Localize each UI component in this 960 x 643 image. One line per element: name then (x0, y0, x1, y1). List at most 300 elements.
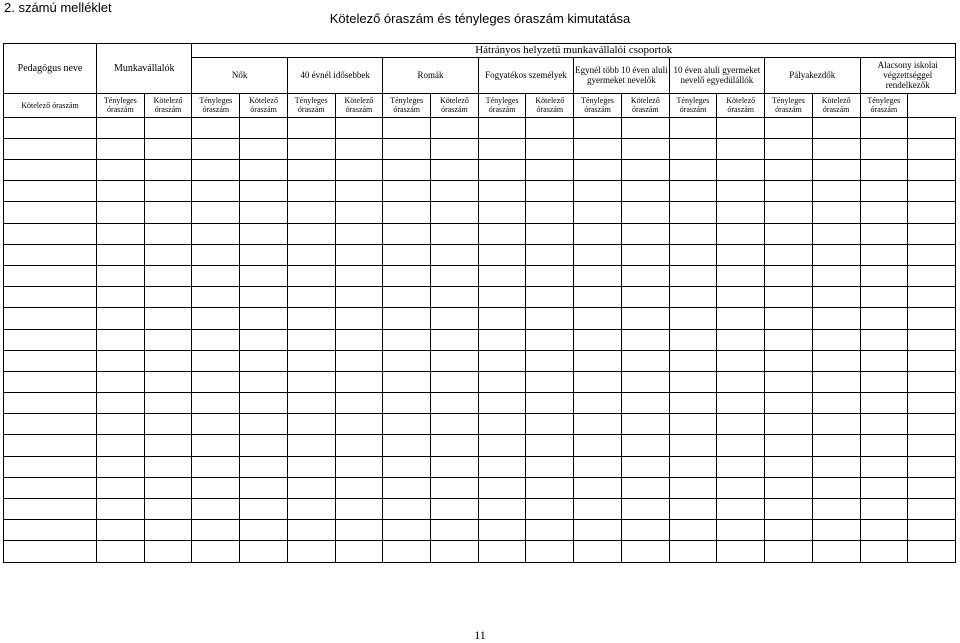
hours-cell[interactable] (908, 435, 956, 456)
hours-cell[interactable] (717, 202, 765, 223)
teacher-name-cell[interactable] (4, 117, 97, 138)
hours-cell[interactable] (526, 329, 574, 350)
hours-cell[interactable] (669, 244, 717, 265)
hours-cell[interactable] (621, 265, 669, 286)
hours-cell[interactable] (669, 477, 717, 498)
hours-cell[interactable] (812, 244, 860, 265)
hours-cell[interactable] (765, 287, 813, 308)
hours-cell[interactable] (669, 202, 717, 223)
hours-cell[interactable] (97, 499, 145, 520)
hours-cell[interactable] (192, 181, 240, 202)
hours-cell[interactable] (192, 350, 240, 371)
hours-cell[interactable] (526, 287, 574, 308)
hours-cell[interactable] (526, 414, 574, 435)
hours-cell[interactable] (717, 520, 765, 541)
hours-cell[interactable] (478, 160, 526, 181)
hours-cell[interactable] (765, 181, 813, 202)
hours-cell[interactable] (621, 520, 669, 541)
hours-cell[interactable] (192, 138, 240, 159)
hours-cell[interactable] (383, 117, 431, 138)
hours-cell[interactable] (765, 202, 813, 223)
hours-cell[interactable] (192, 329, 240, 350)
hours-cell[interactable] (812, 223, 860, 244)
hours-cell[interactable] (144, 265, 192, 286)
hours-cell[interactable] (860, 371, 908, 392)
hours-cell[interactable] (765, 393, 813, 414)
hours-cell[interactable] (383, 181, 431, 202)
hours-cell[interactable] (717, 160, 765, 181)
hours-cell[interactable] (431, 287, 479, 308)
hours-cell[interactable] (192, 456, 240, 477)
hours-cell[interactable] (765, 329, 813, 350)
hours-cell[interactable] (478, 202, 526, 223)
hours-cell[interactable] (144, 308, 192, 329)
hours-cell[interactable] (908, 371, 956, 392)
hours-cell[interactable] (717, 456, 765, 477)
hours-cell[interactable] (383, 520, 431, 541)
hours-cell[interactable] (908, 456, 956, 477)
hours-cell[interactable] (431, 350, 479, 371)
hours-cell[interactable] (621, 160, 669, 181)
hours-cell[interactable] (574, 329, 622, 350)
hours-cell[interactable] (478, 541, 526, 562)
hours-cell[interactable] (478, 244, 526, 265)
hours-cell[interactable] (860, 329, 908, 350)
hours-cell[interactable] (287, 223, 335, 244)
hours-cell[interactable] (908, 308, 956, 329)
hours-cell[interactable] (574, 456, 622, 477)
hours-cell[interactable] (240, 477, 288, 498)
hours-cell[interactable] (478, 456, 526, 477)
hours-cell[interactable] (383, 477, 431, 498)
hours-cell[interactable] (192, 520, 240, 541)
hours-cell[interactable] (287, 138, 335, 159)
hours-cell[interactable] (669, 520, 717, 541)
hours-cell[interactable] (287, 435, 335, 456)
hours-cell[interactable] (383, 160, 431, 181)
hours-cell[interactable] (97, 308, 145, 329)
hours-cell[interactable] (240, 456, 288, 477)
hours-cell[interactable] (383, 393, 431, 414)
hours-cell[interactable] (431, 435, 479, 456)
hours-cell[interactable] (287, 371, 335, 392)
hours-cell[interactable] (383, 308, 431, 329)
hours-cell[interactable] (144, 435, 192, 456)
hours-cell[interactable] (765, 456, 813, 477)
hours-cell[interactable] (144, 223, 192, 244)
hours-cell[interactable] (335, 160, 383, 181)
hours-cell[interactable] (97, 393, 145, 414)
hours-cell[interactable] (812, 393, 860, 414)
hours-cell[interactable] (383, 371, 431, 392)
hours-cell[interactable] (97, 181, 145, 202)
hours-cell[interactable] (574, 499, 622, 520)
hours-cell[interactable] (287, 456, 335, 477)
teacher-name-cell[interactable] (4, 350, 97, 371)
hours-cell[interactable] (240, 308, 288, 329)
hours-cell[interactable] (478, 223, 526, 244)
hours-cell[interactable] (812, 181, 860, 202)
hours-cell[interactable] (860, 393, 908, 414)
teacher-name-cell[interactable] (4, 541, 97, 562)
hours-cell[interactable] (860, 181, 908, 202)
hours-cell[interactable] (621, 435, 669, 456)
hours-cell[interactable] (287, 265, 335, 286)
hours-cell[interactable] (97, 520, 145, 541)
hours-cell[interactable] (574, 520, 622, 541)
hours-cell[interactable] (574, 265, 622, 286)
hours-cell[interactable] (717, 265, 765, 286)
hours-cell[interactable] (574, 414, 622, 435)
hours-cell[interactable] (383, 223, 431, 244)
teacher-name-cell[interactable] (4, 414, 97, 435)
hours-cell[interactable] (144, 287, 192, 308)
hours-cell[interactable] (717, 181, 765, 202)
hours-cell[interactable] (335, 371, 383, 392)
hours-cell[interactable] (383, 435, 431, 456)
hours-cell[interactable] (574, 541, 622, 562)
hours-cell[interactable] (526, 308, 574, 329)
hours-cell[interactable] (383, 414, 431, 435)
hours-cell[interactable] (812, 350, 860, 371)
hours-cell[interactable] (812, 117, 860, 138)
hours-cell[interactable] (192, 393, 240, 414)
hours-cell[interactable] (765, 520, 813, 541)
hours-cell[interactable] (765, 265, 813, 286)
hours-cell[interactable] (669, 160, 717, 181)
hours-cell[interactable] (860, 202, 908, 223)
hours-cell[interactable] (526, 223, 574, 244)
hours-cell[interactable] (335, 393, 383, 414)
hours-cell[interactable] (240, 329, 288, 350)
hours-cell[interactable] (908, 393, 956, 414)
hours-cell[interactable] (526, 202, 574, 223)
hours-cell[interactable] (335, 477, 383, 498)
teacher-name-cell[interactable] (4, 160, 97, 181)
hours-cell[interactable] (97, 350, 145, 371)
hours-cell[interactable] (335, 265, 383, 286)
hours-cell[interactable] (144, 371, 192, 392)
hours-cell[interactable] (383, 350, 431, 371)
hours-cell[interactable] (431, 520, 479, 541)
hours-cell[interactable] (240, 181, 288, 202)
hours-cell[interactable] (621, 414, 669, 435)
hours-cell[interactable] (908, 541, 956, 562)
hours-cell[interactable] (383, 265, 431, 286)
hours-cell[interactable] (192, 541, 240, 562)
hours-cell[interactable] (526, 265, 574, 286)
hours-cell[interactable] (192, 202, 240, 223)
hours-cell[interactable] (478, 329, 526, 350)
hours-cell[interactable] (287, 329, 335, 350)
hours-cell[interactable] (765, 223, 813, 244)
hours-cell[interactable] (97, 477, 145, 498)
hours-cell[interactable] (812, 160, 860, 181)
hours-cell[interactable] (383, 499, 431, 520)
hours-cell[interactable] (717, 435, 765, 456)
hours-cell[interactable] (908, 520, 956, 541)
hours-cell[interactable] (431, 499, 479, 520)
hours-cell[interactable] (765, 117, 813, 138)
hours-cell[interactable] (574, 435, 622, 456)
hours-cell[interactable] (860, 244, 908, 265)
hours-cell[interactable] (144, 350, 192, 371)
teacher-name-cell[interactable] (4, 223, 97, 244)
hours-cell[interactable] (621, 202, 669, 223)
hours-cell[interactable] (621, 223, 669, 244)
teacher-name-cell[interactable] (4, 499, 97, 520)
teacher-name-cell[interactable] (4, 244, 97, 265)
teacher-name-cell[interactable] (4, 308, 97, 329)
hours-cell[interactable] (431, 308, 479, 329)
hours-cell[interactable] (335, 435, 383, 456)
hours-cell[interactable] (526, 371, 574, 392)
teacher-name-cell[interactable] (4, 456, 97, 477)
hours-cell[interactable] (765, 350, 813, 371)
hours-cell[interactable] (192, 244, 240, 265)
hours-cell[interactable] (287, 117, 335, 138)
hours-cell[interactable] (240, 117, 288, 138)
hours-cell[interactable] (97, 287, 145, 308)
hours-cell[interactable] (526, 244, 574, 265)
hours-cell[interactable] (240, 520, 288, 541)
hours-cell[interactable] (431, 138, 479, 159)
hours-cell[interactable] (240, 393, 288, 414)
hours-cell[interactable] (526, 138, 574, 159)
hours-cell[interactable] (669, 265, 717, 286)
teacher-name-cell[interactable] (4, 477, 97, 498)
hours-cell[interactable] (860, 138, 908, 159)
hours-cell[interactable] (97, 371, 145, 392)
hours-cell[interactable] (97, 223, 145, 244)
hours-cell[interactable] (765, 435, 813, 456)
hours-cell[interactable] (97, 414, 145, 435)
hours-cell[interactable] (812, 287, 860, 308)
hours-cell[interactable] (526, 435, 574, 456)
hours-cell[interactable] (526, 499, 574, 520)
hours-cell[interactable] (192, 435, 240, 456)
hours-cell[interactable] (287, 414, 335, 435)
hours-cell[interactable] (383, 244, 431, 265)
hours-cell[interactable] (717, 287, 765, 308)
hours-cell[interactable] (478, 371, 526, 392)
hours-cell[interactable] (383, 541, 431, 562)
hours-cell[interactable] (812, 202, 860, 223)
hours-cell[interactable] (574, 181, 622, 202)
hours-cell[interactable] (812, 265, 860, 286)
hours-cell[interactable] (621, 138, 669, 159)
hours-cell[interactable] (717, 223, 765, 244)
hours-cell[interactable] (97, 202, 145, 223)
hours-cell[interactable] (717, 308, 765, 329)
hours-cell[interactable] (478, 520, 526, 541)
hours-cell[interactable] (192, 117, 240, 138)
hours-cell[interactable] (97, 117, 145, 138)
hours-cell[interactable] (812, 329, 860, 350)
hours-cell[interactable] (431, 414, 479, 435)
hours-cell[interactable] (287, 499, 335, 520)
hours-cell[interactable] (669, 414, 717, 435)
hours-cell[interactable] (669, 541, 717, 562)
hours-cell[interactable] (287, 520, 335, 541)
hours-cell[interactable] (669, 138, 717, 159)
hours-cell[interactable] (860, 287, 908, 308)
hours-cell[interactable] (383, 138, 431, 159)
hours-cell[interactable] (478, 181, 526, 202)
hours-cell[interactable] (335, 541, 383, 562)
hours-cell[interactable] (144, 181, 192, 202)
hours-cell[interactable] (526, 456, 574, 477)
hours-cell[interactable] (717, 371, 765, 392)
hours-cell[interactable] (144, 244, 192, 265)
hours-cell[interactable] (621, 329, 669, 350)
hours-cell[interactable] (240, 435, 288, 456)
hours-cell[interactable] (240, 414, 288, 435)
hours-cell[interactable] (717, 117, 765, 138)
hours-cell[interactable] (335, 117, 383, 138)
hours-cell[interactable] (478, 477, 526, 498)
hours-cell[interactable] (144, 393, 192, 414)
hours-cell[interactable] (192, 414, 240, 435)
hours-cell[interactable] (765, 308, 813, 329)
hours-cell[interactable] (621, 350, 669, 371)
hours-cell[interactable] (717, 541, 765, 562)
hours-cell[interactable] (908, 350, 956, 371)
hours-cell[interactable] (812, 520, 860, 541)
hours-cell[interactable] (574, 160, 622, 181)
hours-cell[interactable] (574, 287, 622, 308)
hours-cell[interactable] (669, 393, 717, 414)
hours-cell[interactable] (765, 371, 813, 392)
hours-cell[interactable] (669, 117, 717, 138)
hours-cell[interactable] (526, 350, 574, 371)
hours-cell[interactable] (144, 160, 192, 181)
hours-cell[interactable] (621, 117, 669, 138)
hours-cell[interactable] (717, 138, 765, 159)
hours-cell[interactable] (908, 329, 956, 350)
hours-cell[interactable] (860, 414, 908, 435)
teacher-name-cell[interactable] (4, 371, 97, 392)
hours-cell[interactable] (144, 202, 192, 223)
hours-cell[interactable] (383, 202, 431, 223)
hours-cell[interactable] (526, 393, 574, 414)
hours-cell[interactable] (335, 308, 383, 329)
hours-cell[interactable] (478, 499, 526, 520)
hours-cell[interactable] (669, 329, 717, 350)
hours-cell[interactable] (431, 456, 479, 477)
hours-cell[interactable] (240, 350, 288, 371)
hours-cell[interactable] (717, 414, 765, 435)
hours-cell[interactable] (97, 244, 145, 265)
hours-cell[interactable] (574, 223, 622, 244)
hours-cell[interactable] (812, 308, 860, 329)
hours-cell[interactable] (765, 499, 813, 520)
hours-cell[interactable] (192, 287, 240, 308)
hours-cell[interactable] (765, 414, 813, 435)
hours-cell[interactable] (621, 393, 669, 414)
hours-cell[interactable] (335, 223, 383, 244)
hours-cell[interactable] (240, 287, 288, 308)
hours-cell[interactable] (335, 202, 383, 223)
hours-cell[interactable] (240, 499, 288, 520)
hours-cell[interactable] (97, 138, 145, 159)
hours-cell[interactable] (431, 393, 479, 414)
hours-cell[interactable] (908, 138, 956, 159)
hours-cell[interactable] (478, 138, 526, 159)
hours-cell[interactable] (335, 138, 383, 159)
hours-cell[interactable] (812, 541, 860, 562)
hours-cell[interactable] (144, 520, 192, 541)
hours-cell[interactable] (908, 477, 956, 498)
hours-cell[interactable] (478, 414, 526, 435)
hours-cell[interactable] (621, 371, 669, 392)
hours-cell[interactable] (860, 499, 908, 520)
hours-cell[interactable] (287, 244, 335, 265)
hours-cell[interactable] (717, 329, 765, 350)
hours-cell[interactable] (240, 160, 288, 181)
hours-cell[interactable] (240, 244, 288, 265)
hours-cell[interactable] (431, 265, 479, 286)
hours-cell[interactable] (908, 244, 956, 265)
hours-cell[interactable] (478, 350, 526, 371)
hours-cell[interactable] (860, 520, 908, 541)
hours-cell[interactable] (97, 435, 145, 456)
hours-cell[interactable] (621, 456, 669, 477)
hours-cell[interactable] (431, 117, 479, 138)
teacher-name-cell[interactable] (4, 329, 97, 350)
hours-cell[interactable] (574, 477, 622, 498)
hours-cell[interactable] (860, 456, 908, 477)
hours-cell[interactable] (526, 181, 574, 202)
hours-cell[interactable] (669, 308, 717, 329)
hours-cell[interactable] (526, 117, 574, 138)
hours-cell[interactable] (287, 393, 335, 414)
hours-cell[interactable] (287, 477, 335, 498)
hours-cell[interactable] (908, 223, 956, 244)
hours-cell[interactable] (908, 117, 956, 138)
hours-cell[interactable] (335, 287, 383, 308)
hours-cell[interactable] (144, 477, 192, 498)
hours-cell[interactable] (287, 160, 335, 181)
hours-cell[interactable] (860, 350, 908, 371)
hours-cell[interactable] (574, 117, 622, 138)
hours-cell[interactable] (335, 414, 383, 435)
teacher-name-cell[interactable] (4, 520, 97, 541)
hours-cell[interactable] (812, 499, 860, 520)
teacher-name-cell[interactable] (4, 265, 97, 286)
hours-cell[interactable] (908, 160, 956, 181)
hours-cell[interactable] (431, 244, 479, 265)
hours-cell[interactable] (287, 350, 335, 371)
hours-cell[interactable] (97, 456, 145, 477)
teacher-name-cell[interactable] (4, 181, 97, 202)
hours-cell[interactable] (765, 244, 813, 265)
hours-cell[interactable] (574, 350, 622, 371)
hours-cell[interactable] (908, 265, 956, 286)
hours-cell[interactable] (240, 202, 288, 223)
hours-cell[interactable] (717, 499, 765, 520)
hours-cell[interactable] (908, 287, 956, 308)
hours-cell[interactable] (144, 499, 192, 520)
hours-cell[interactable] (478, 393, 526, 414)
hours-cell[interactable] (621, 477, 669, 498)
hours-cell[interactable] (860, 308, 908, 329)
hours-cell[interactable] (335, 456, 383, 477)
hours-cell[interactable] (908, 181, 956, 202)
hours-cell[interactable] (383, 456, 431, 477)
hours-cell[interactable] (144, 329, 192, 350)
teacher-name-cell[interactable] (4, 202, 97, 223)
